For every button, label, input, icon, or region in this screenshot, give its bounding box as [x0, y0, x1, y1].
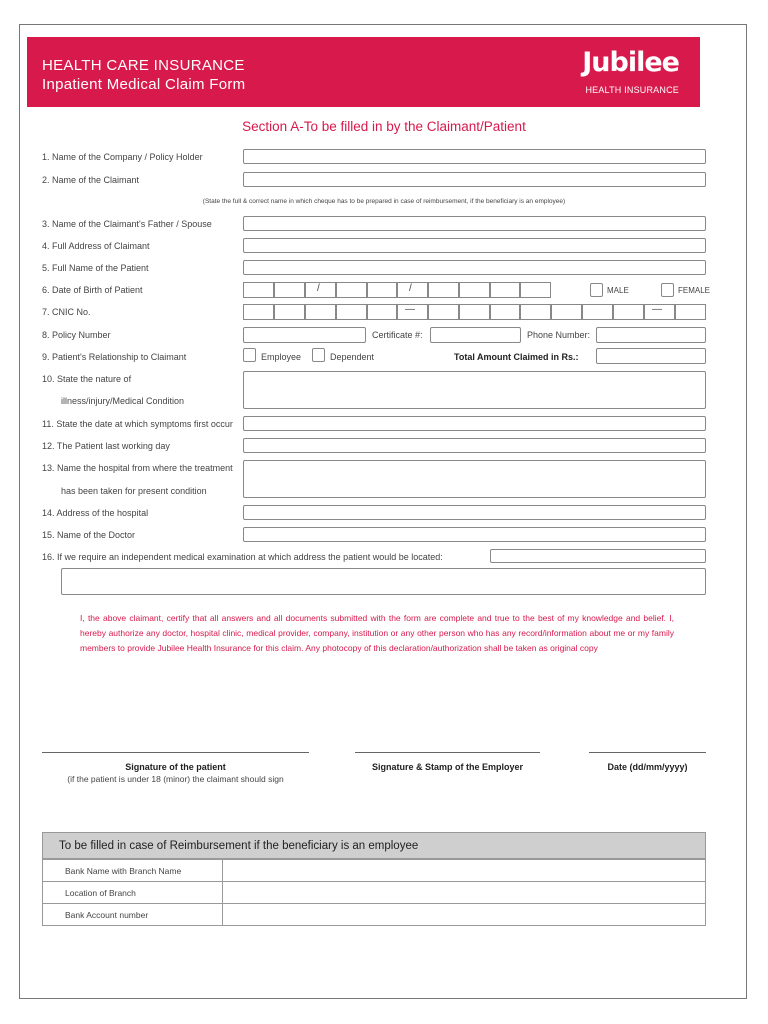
dependent-label: Dependent — [330, 352, 375, 362]
dob-cell[interactable] — [459, 282, 490, 298]
table-row — [43, 882, 706, 904]
dob-cell[interactable] — [336, 282, 367, 298]
cnic-cell[interactable] — [274, 304, 305, 320]
dob-cell[interactable] — [520, 282, 551, 298]
patient-name-field[interactable] — [243, 260, 706, 275]
father-spouse-field[interactable] — [243, 216, 706, 231]
label-address: 4. Full Address of Claimant — [42, 241, 150, 251]
label-patient-name: 5. Full Name of the Patient — [42, 263, 149, 273]
certificate-field[interactable] — [430, 327, 521, 343]
cnic-cell[interactable] — [367, 304, 397, 320]
patient-signature-line[interactable] — [42, 752, 309, 753]
claimant-note: (State the full & correct name in which cheque has to be prepared in case of reimbursement, if the beneficiary is an employee) — [202, 198, 566, 205]
reimbursement-header — [42, 832, 706, 859]
phone-field[interactable] — [596, 327, 706, 343]
cnic-dash: — — [405, 304, 415, 315]
table-row — [43, 904, 706, 926]
patient-signature-label: Signature of the patient — [125, 762, 226, 772]
bank-name-label: Bank Name with Branch Name — [43, 860, 223, 882]
cnic-cell[interactable] — [490, 304, 520, 320]
cnic-cell[interactable] — [582, 304, 613, 320]
label-doctor: 15. Name of the Doctor — [42, 530, 136, 540]
header-subtitle: Inpatient Medical Claim Form — [42, 76, 246, 93]
dob-cell[interactable] — [367, 282, 397, 298]
employer-signature-line[interactable] — [355, 752, 540, 753]
cnic-dash: — — [652, 304, 662, 315]
date-label: Date (dd/mm/yyyy) — [607, 762, 688, 772]
dob-cell[interactable] — [305, 282, 336, 298]
form-header — [27, 37, 700, 107]
label-father-spouse: 3. Name of the Claimant's Father / Spouse — [42, 219, 212, 229]
cnic-cell[interactable] — [305, 304, 336, 320]
hospital-field[interactable] — [243, 460, 706, 498]
header-title: HEALTH CARE INSURANCE — [42, 57, 245, 74]
logo-subtitle: HEALTH INSURANCE — [585, 85, 679, 95]
label-hospital-address: 14. Address of the hospital — [42, 508, 149, 518]
cnic-cell[interactable] — [336, 304, 367, 320]
male-checkbox[interactable] — [590, 283, 603, 297]
label-last-working-day: 12. The Patient last working day — [42, 441, 170, 451]
dob-cell[interactable] — [274, 282, 305, 298]
cnic-cell[interactable] — [551, 304, 582, 320]
label-nature: 10. State the nature of — [42, 374, 132, 384]
label-exam-address: 16. If we require an independent medical examination at which address the patient would be located: — [42, 552, 443, 562]
symptom-date-field[interactable] — [243, 416, 706, 431]
employer-signature-label: Signature & Stamp of the Employer — [371, 762, 524, 772]
dob-slash: / — [409, 283, 412, 294]
cnic-cell[interactable] — [428, 304, 459, 320]
branch-location-field[interactable] — [223, 882, 706, 904]
label-dob: 6. Date of Birth of Patient — [42, 285, 143, 295]
bank-details-table — [42, 859, 706, 926]
address-field[interactable] — [243, 238, 706, 253]
label-cnic: 7. CNIC No. — [42, 307, 91, 317]
declaration-text: I, the above claimant, certify that all answers and all documents submitted with the form are complete and true to the best of my knowledge and belief. I, hereby authorize any doctor, hospital clinic, medical provider, company, institution or any other person who has any record/information about me or my family members to provide Jubilee Health Insurance for this claim. Any photocopy of this declaration/authorization shall be taken as original copy — [80, 613, 674, 653]
label-claimant: 2. Name of the Claimant — [42, 175, 140, 185]
exam-address-field[interactable] — [490, 549, 706, 563]
dob-slash: / — [317, 283, 320, 294]
exam-address-field-2[interactable] — [61, 568, 706, 595]
nature-field[interactable] — [243, 371, 706, 409]
company-field[interactable] — [243, 149, 706, 164]
label-hospital-2: has been taken for present condition — [61, 486, 207, 496]
cnic-cell[interactable] — [675, 304, 706, 320]
section-a-title: Section A-To be filled in by the Claimant/Patient — [242, 119, 526, 134]
female-label: FEMALE — [678, 286, 711, 295]
employee-label: Employee — [261, 352, 302, 362]
bank-name-field[interactable] — [223, 860, 706, 882]
label-nature-2: illness/injury/Medical Condition — [61, 396, 185, 406]
branch-location-label: Location of Branch — [43, 882, 223, 904]
last-working-day-field[interactable] — [243, 438, 706, 453]
label-hospital: 13. Name the hospital from where the treatment — [42, 463, 233, 473]
cnic-cell[interactable] — [520, 304, 551, 320]
employee-checkbox[interactable] — [243, 348, 256, 362]
male-label: MALE — [607, 286, 629, 295]
cnic-cell[interactable] — [613, 304, 644, 320]
label-company: 1. Name of the Company / Policy Holder — [42, 152, 203, 162]
doctor-field[interactable] — [243, 527, 706, 542]
reimbursement-title: To be filled in case of Reimbursement if the beneficiary is an employee — [59, 840, 419, 852]
label-certificate: Certificate #: — [372, 330, 423, 340]
cnic-cell[interactable] — [459, 304, 490, 320]
policy-field[interactable] — [243, 327, 366, 343]
date-line[interactable] — [589, 752, 706, 753]
dob-cell[interactable] — [243, 282, 274, 298]
patient-signature-note: (if the patient is under 18 (minor) the claimant should sign — [67, 774, 284, 784]
dob-cell[interactable] — [490, 282, 520, 298]
dependent-checkbox[interactable] — [312, 348, 325, 362]
label-total-amount: Total Amount Claimed in Rs.: — [454, 352, 579, 362]
label-phone: Phone Number: — [527, 330, 591, 340]
account-number-label: Bank Account number — [43, 904, 223, 926]
table-row — [43, 860, 706, 882]
dob-cell[interactable] — [428, 282, 459, 298]
label-symptom-date: 11. State the date at which symptoms first occur — [42, 419, 233, 429]
cnic-cell[interactable] — [243, 304, 274, 320]
female-checkbox[interactable] — [661, 283, 674, 297]
claimant-field[interactable] — [243, 172, 706, 187]
account-number-field[interactable] — [223, 904, 706, 926]
dob-cell[interactable] — [397, 282, 428, 298]
total-amount-field[interactable] — [596, 348, 706, 364]
jubilee-logo: Jubilee — [582, 47, 679, 78]
hospital-address-field[interactable] — [243, 505, 706, 520]
label-policy: 8. Policy Number — [42, 330, 111, 340]
label-relationship: 9. Patient's Relationship to Claimant — [42, 352, 187, 362]
